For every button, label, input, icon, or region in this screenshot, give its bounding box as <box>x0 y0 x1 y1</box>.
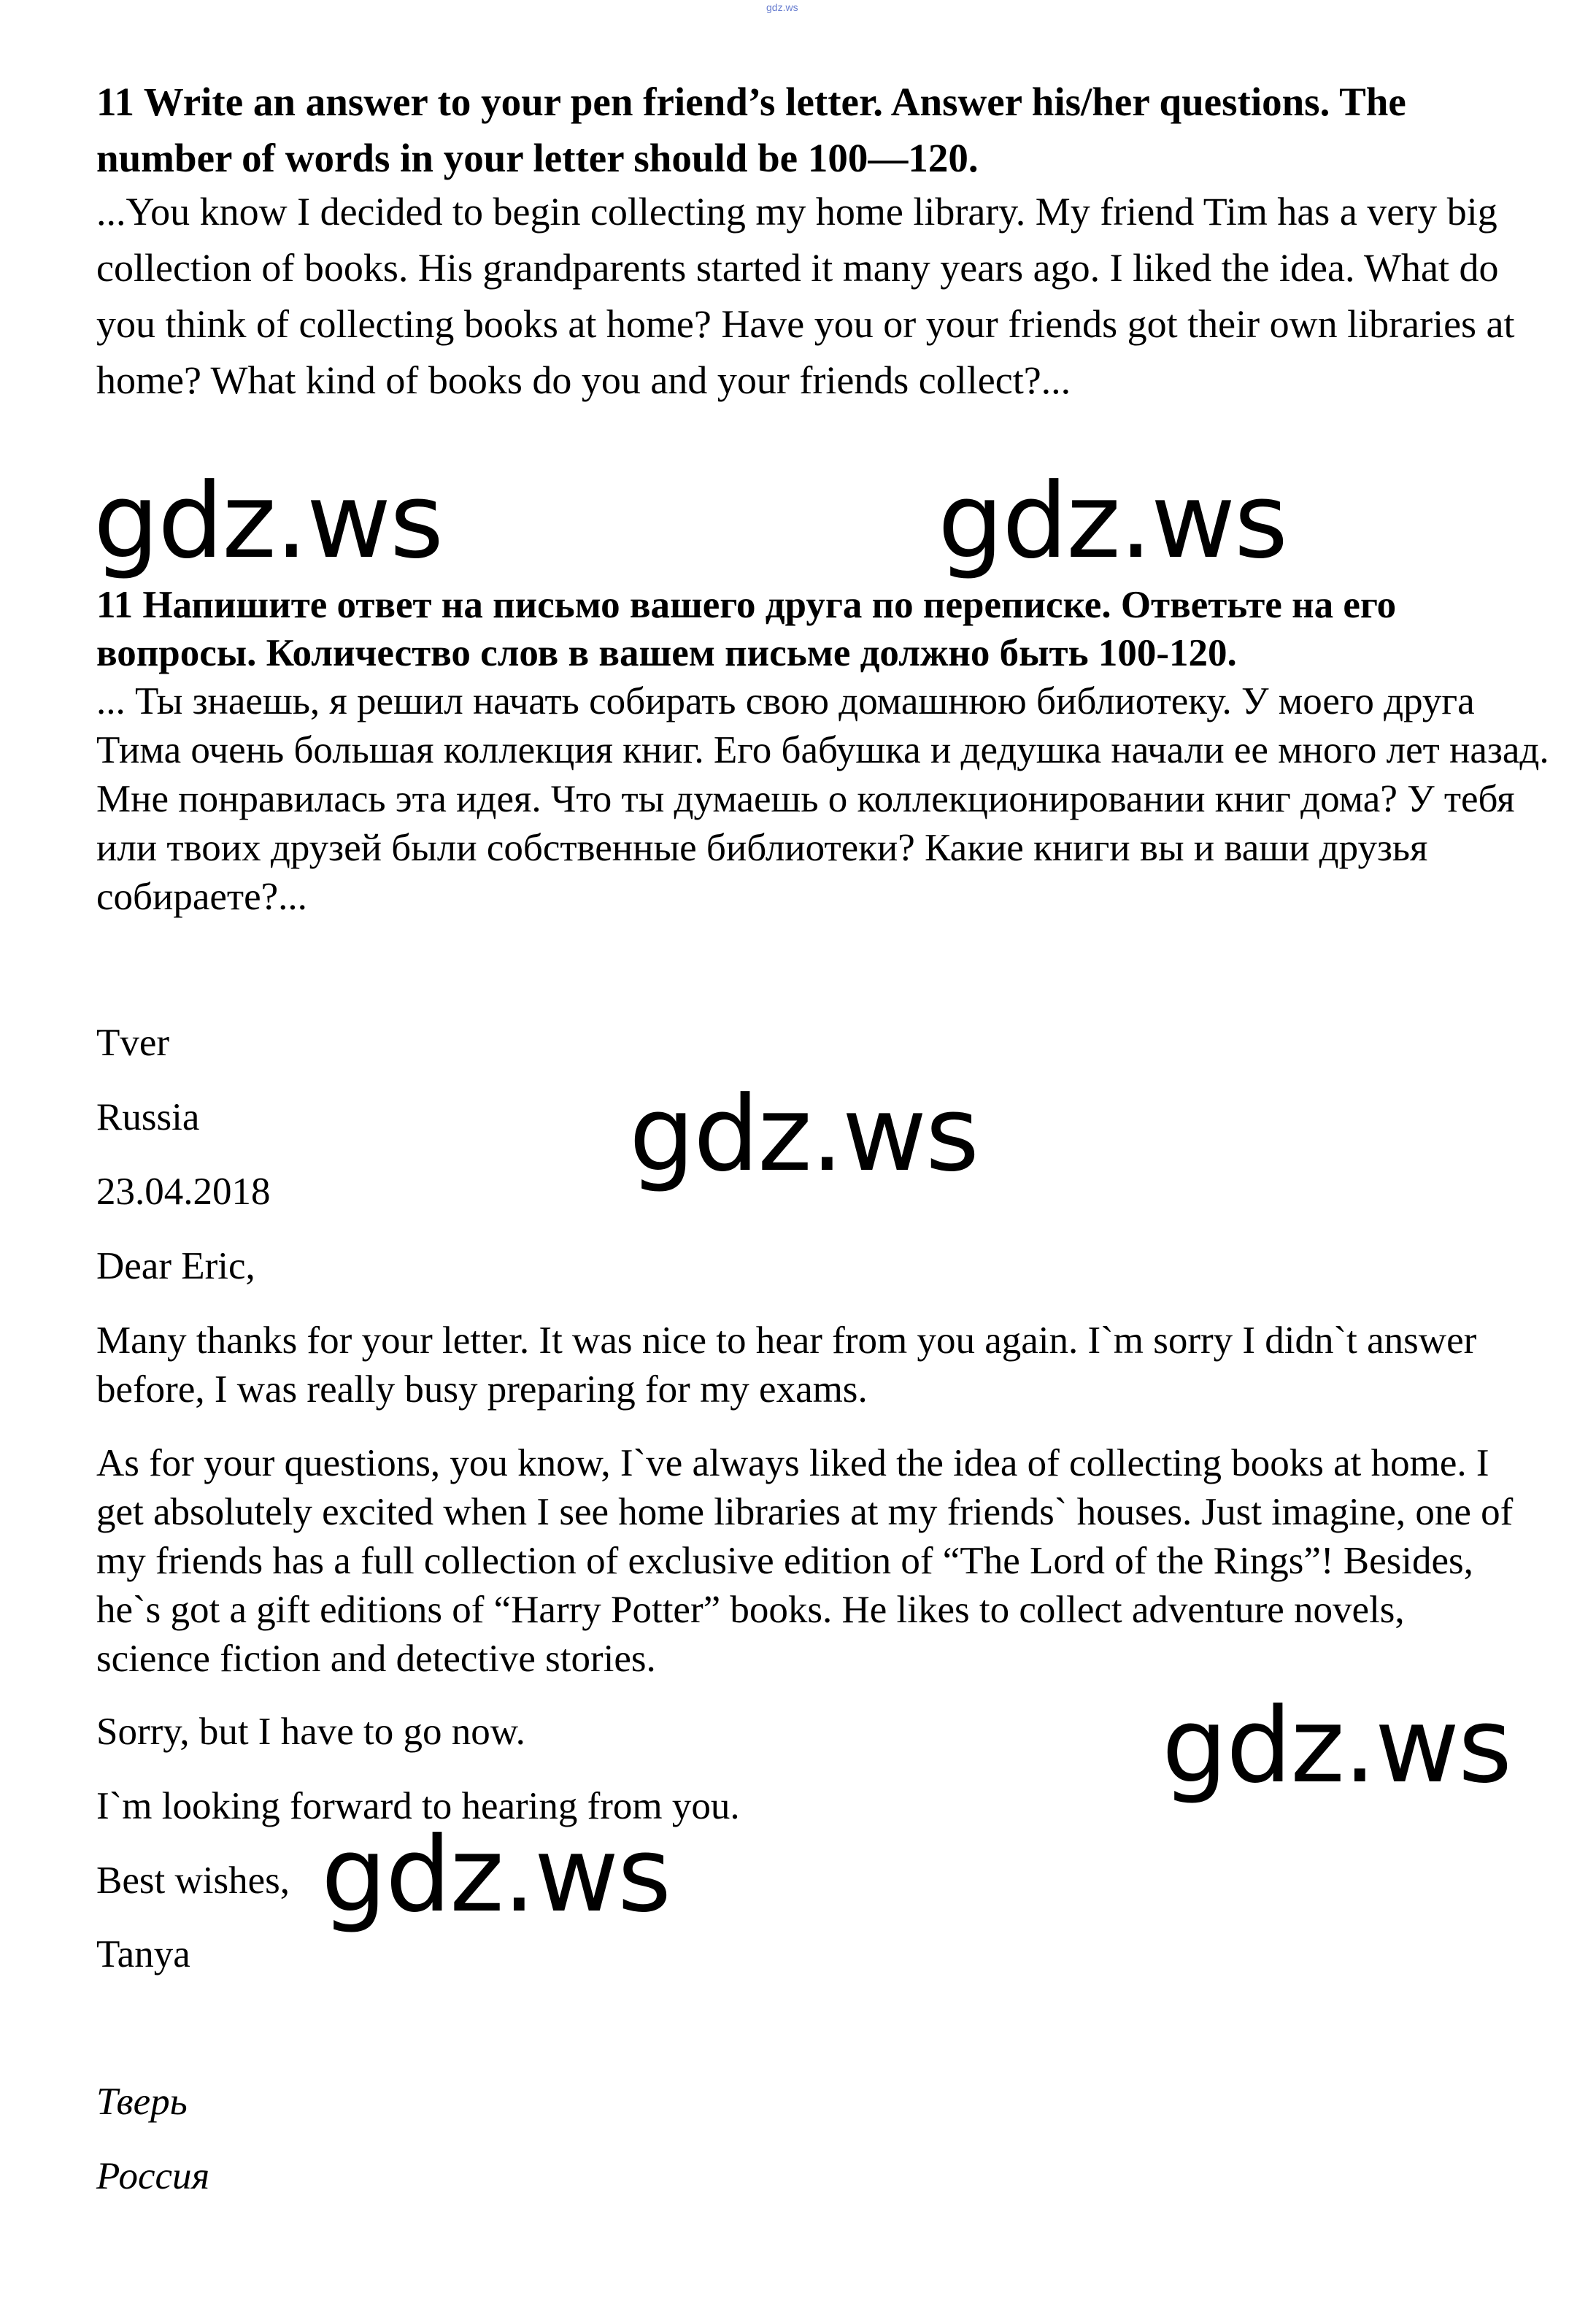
watermark-logo: gdz.ws <box>1162 1686 1511 1806</box>
task-heading-en: 11 Write an answer to your pen friend’s letter. Answer his/her questions. The number of words in your letter should be 100—120. <box>96 80 1406 180</box>
letter-paragraph: Many thanks for your letter. It was nice to hear from you again. I`m sorry I didn`t answer before, I was really busy preparing for my exams. <box>96 1319 1477 1411</box>
watermark-logo: gdz.ws <box>321 1815 671 1935</box>
letter-city: Tver <box>96 1022 170 1064</box>
top-watermark: gdz.ws <box>766 1 798 13</box>
letter-signature: Tanya <box>96 1933 190 1975</box>
letter-city-ru: Тверь <box>96 2081 188 2123</box>
watermark-logo: gdz.ws <box>93 461 443 582</box>
letter-date: 23.04.2018 <box>96 1171 271 1213</box>
task-heading-ru: 11 Напишите ответ на письмо вашего друга по переписке. Ответьте на его вопросы. Количество слов в вашем письме должно быть 100-120. <box>96 584 1397 674</box>
letter-country-ru: Россия <box>96 2155 210 2197</box>
letter-paragraph: As for your questions, you know, I`ve always liked the idea of collecting books at home. I get absolutely excited when I see home libraries at my friends` houses. Just imagine, one of my friends has a full collection of exclusive edition of “The Lord of the Rings”! Besides, he`s got a gift editions of “Harry Potter” books. He likes to collect adventure novels, science fiction and detective stories. <box>96 1442 1514 1680</box>
task-text-ru: ... Ты знаешь, я решил начать собирать свою домашнюю библиотеку. У моего друга Тима очень большая коллекция книг. Его бабушка и дедушка начали ее много лет назад. Мне понравилась эта идея. Что ты думаешь о коллекционировании книг дома? У тебя или твоих друзей были собственные библиотеки? Какие книги вы и ваши друзья собираете?... <box>96 680 1549 918</box>
watermark-logo: gdz.ws <box>629 1074 979 1195</box>
letter-country: Russia <box>96 1096 200 1138</box>
task-text-en: ...You know I decided to begin collecting my home library. My friend Tim has a very big collection of books. His grandparents started it many years ago. I liked the idea. What do you think of collecting books at home? Have you or your friends got their own libraries at home? What kind of books do you and your friends collect?... <box>96 190 1515 402</box>
letter-closing: I`m looking forward to hearing from you. <box>96 1785 740 1827</box>
letter-greeting: Dear Eric, <box>96 1245 255 1287</box>
watermark-logo: gdz.ws <box>938 461 1287 582</box>
letter-closing: Sorry, but I have to go now. <box>96 1711 525 1753</box>
letter-sign-off: Best wishes, <box>96 1859 290 1902</box>
